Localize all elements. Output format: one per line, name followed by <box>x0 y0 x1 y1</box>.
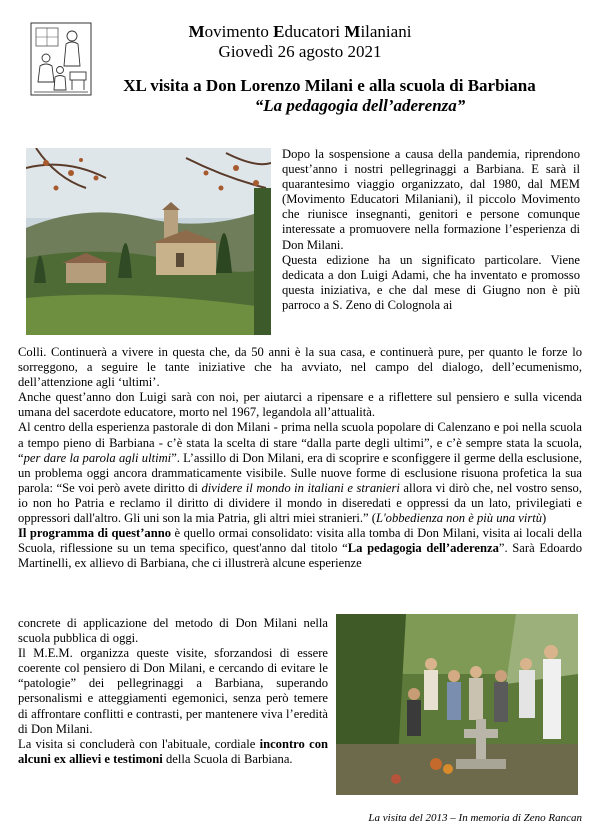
closing-column <box>18 616 328 767</box>
intro-column <box>282 147 580 313</box>
paragraph-conclusion: La visita si concluderà con l'abituale, cordiale incontro con alcuni ex allievi e testimoni della Scuola di Barbiana. <box>18 736 328 766</box>
photo-caption: La visita del 2013 – In memoria di Zeno Rancan <box>368 812 582 824</box>
paragraph-intro: Dopo la sospensione a causa della pandemia, riprendono quest’anno i nostri pellegrinaggi a Barbiana. E sarà il quarantesimo viaggio organizzato, dal 1980, dal MEM (Movimento Educatori Milaniani), il piccolo Movimento che riunisce insegnanti, genitori e persone comunque interessate a promuovere nella formazione l’esperienza di Don Milani. <box>282 147 580 252</box>
visit-title: XL visita a Don Lorenzo Milani e alla scuola di Barbiana <box>123 76 536 95</box>
paragraph-program-continued: concrete di applicazione del metodo di Don Milani nella scuola pubblica di oggi. <box>18 616 328 646</box>
barbiana-church-photo <box>26 148 271 335</box>
visit-subtitle: “La pedagogia dell’aderenza” <box>254 96 466 115</box>
paragraph-don-luigi: Anche quest’anno don Luigi sarà con noi, per aiutarci a ripensare e a riflettere sul pensiero e sulla vicenda umana del sacerdote educatore, morto nel 1967, legandola all’attualità. <box>18 390 582 420</box>
paragraph-dedication-continued: Colli. Continuerà a vivere in questa che, da 50 anni è la sua casa, e continuerà pure, per quanto le forze lo sorreggono, a seguire le tante iniziative che ha avviato, nel campo del dialogo, dell’ecumenismo, dell’attenzione agli ‘ultimi’. <box>18 345 582 390</box>
event-date: Giovedì 26 agosto 2021 <box>218 42 382 61</box>
paragraph-program: Il programma di quest’anno è quello ormai consolidato: visita alla tomba di Don Milani, visita ai locali della Scuola, riflessione su un tema specifico, quest'anno dal titolo “La pedagogia dell’aderenza”. Sarà Edoardo Martinelli, ex allievo di Barbiana, che ci illustrerà alcune esperienze <box>18 526 583 571</box>
visit-2013-photo <box>336 614 578 795</box>
mem-logo <box>30 22 92 96</box>
paragraph-dedication: Questa edizione ha un significato particolare. Viene dedicata a don Luigi Adami, che ha inventato e promosso questa iniziativa, e che dal mese di Giugno non è più parroco a S. Zeno di Colognola ai <box>282 252 580 312</box>
main-body <box>18 345 582 571</box>
paragraph-pastoral-experience: Al centro della esperienza pastorale di don Milani - prima nella scuola popolare di Calenzano e poi nella scuola a tempo pieno di Barbiana - c’è stata la scelta di stare “dalla parte degli ultimi”, e c’è sempre stata la scuola, “per dare la parola agli ultimi”. L’assillo di Don Milani, era di scoprire e sconfiggere il germe della esclusione, un problema oggi ancora drammaticamente visibile. Sulle nuove forme di esclusione risuona profetica la sua parola: “Se voi però avete diritto di dividere il mondo in italiani e stranieri allora vi dirò che, nel vostro senso, io non ho Patria e reclamo il diritto di dividere il mondo in diseredati e oppressi da un lato, privilegiati e oppressori dall'altro. Gli uni son la mia Patria, gli altri miei stranieri.” (L'obbedienza non è più una virtù) <box>18 420 582 526</box>
paragraph-mem: Il M.E.M. organizza queste visite, sforzandosi di essere coerente col pensiero di Don Milani, e cercando di evitare le “patologie” dei pellegrinaggi a Barbiana, superando personalismi e atteggiamenti egemonici, senza però temere di affrontare conflitti e contrasti, per mantenere viva l’eredità di Don Milani. <box>18 646 328 736</box>
organization-name: Movimento Educatori Milaniani <box>188 22 412 41</box>
